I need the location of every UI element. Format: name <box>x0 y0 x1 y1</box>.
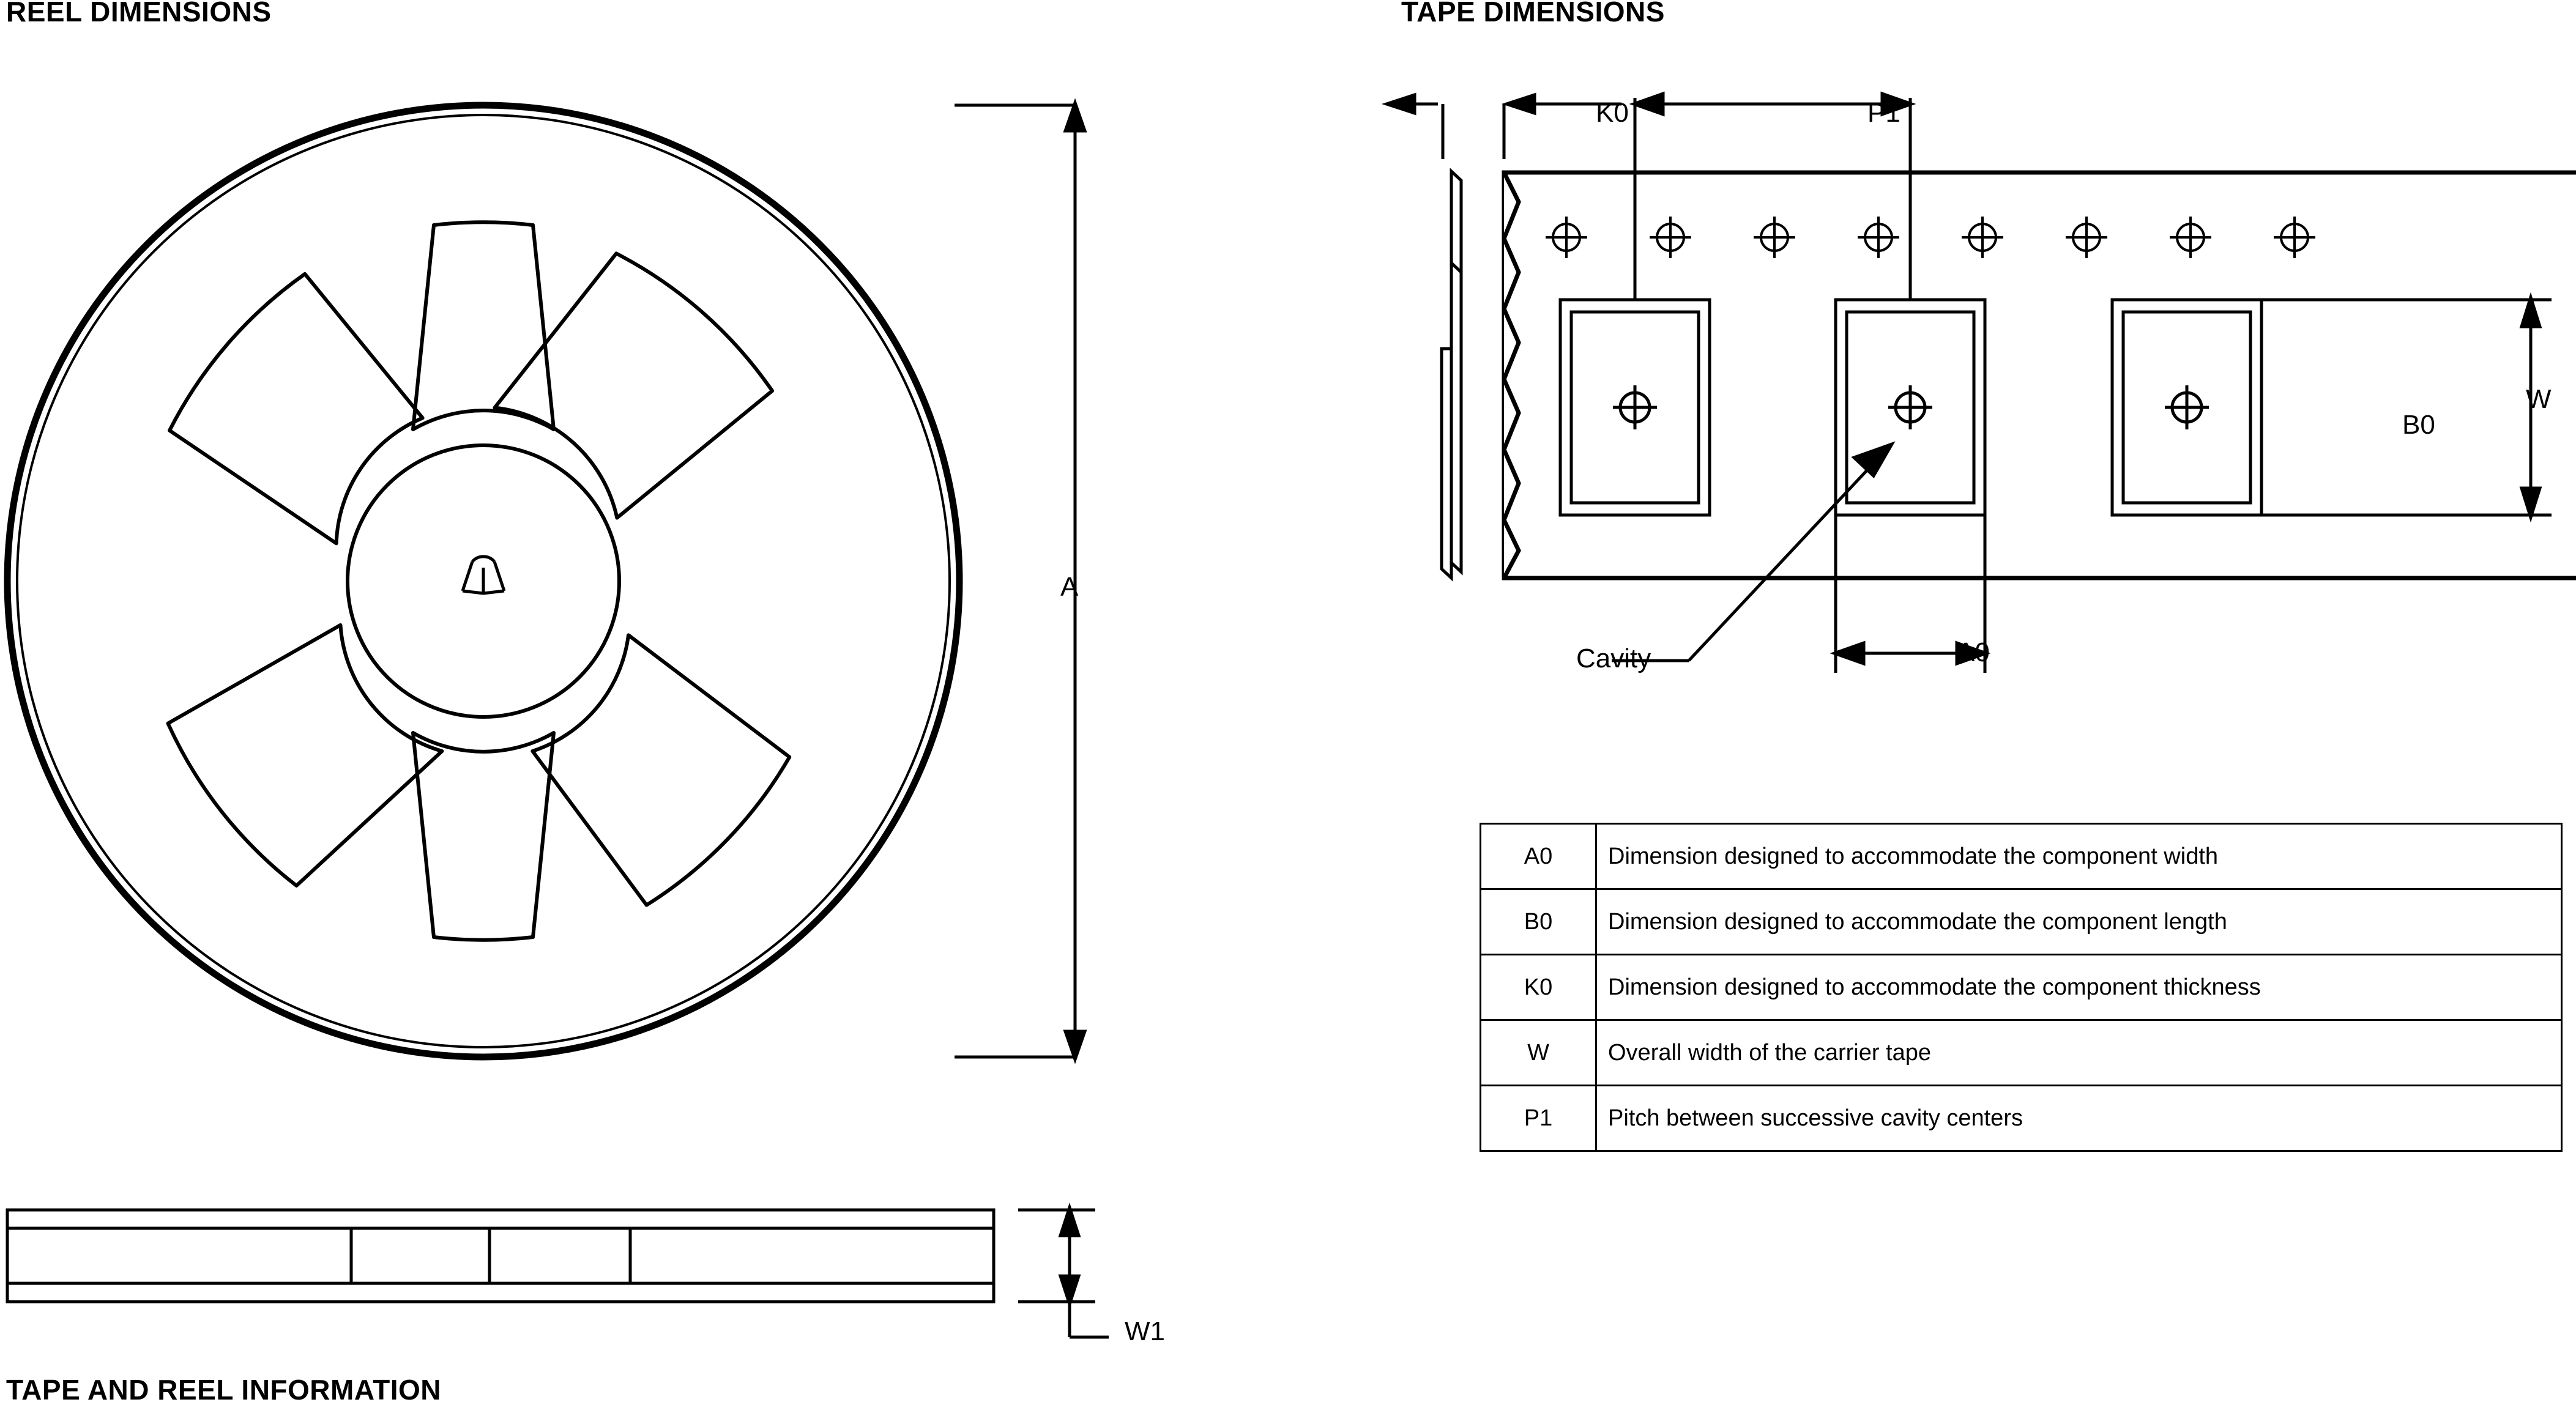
dimension-legend-table <box>1480 823 2563 1152</box>
tape-cavity-label: Cavity <box>1576 643 1651 673</box>
legend-description: Pitch between successive cavity centers <box>1596 1086 2562 1151</box>
reel-diameter-label: A <box>1060 572 1079 602</box>
table-row <box>1481 955 2562 1020</box>
tape-dimensions-drawing <box>1364 61 2576 789</box>
tape-b0-label: B0 <box>2402 410 2435 440</box>
reel-side-view-drawing <box>0 1181 1224 1364</box>
tape-p1-label: P1 <box>1867 98 1900 128</box>
legend-key: A0 <box>1481 824 1596 889</box>
legend-key: W <box>1481 1020 1596 1086</box>
legend-description: Dimension designed to accommodate the component length <box>1596 889 2562 955</box>
legend-description: Dimension designed to accommodate the component width <box>1596 824 2562 889</box>
table-row <box>1481 824 2562 889</box>
table-row <box>1481 889 2562 955</box>
legend-key: K0 <box>1481 955 1596 1020</box>
legend-key: P1 <box>1481 1086 1596 1151</box>
legend-description: Dimension designed to accommodate the component thickness <box>1596 955 2562 1020</box>
reel-width-label: W1 <box>1125 1316 1165 1346</box>
legend-description: Overall width of the carrier tape <box>1596 1020 2562 1086</box>
table-row <box>1481 1020 2562 1086</box>
reel-dimensions-heading: REEL DIMENSIONS <box>6 0 272 28</box>
table-row <box>1481 1086 2562 1151</box>
reel-front-view-drawing <box>0 55 1163 1217</box>
legend-key: B0 <box>1481 889 1596 955</box>
tape-w-label: W <box>2526 384 2552 414</box>
tape-a0-label: A0 <box>1957 637 1990 667</box>
tape-dimensions-heading: TAPE DIMENSIONS <box>1401 0 1665 28</box>
tape-k0-label: K0 <box>1596 98 1629 128</box>
tape-and-reel-information-heading: TAPE AND REEL INFORMATION <box>6 1374 442 1406</box>
